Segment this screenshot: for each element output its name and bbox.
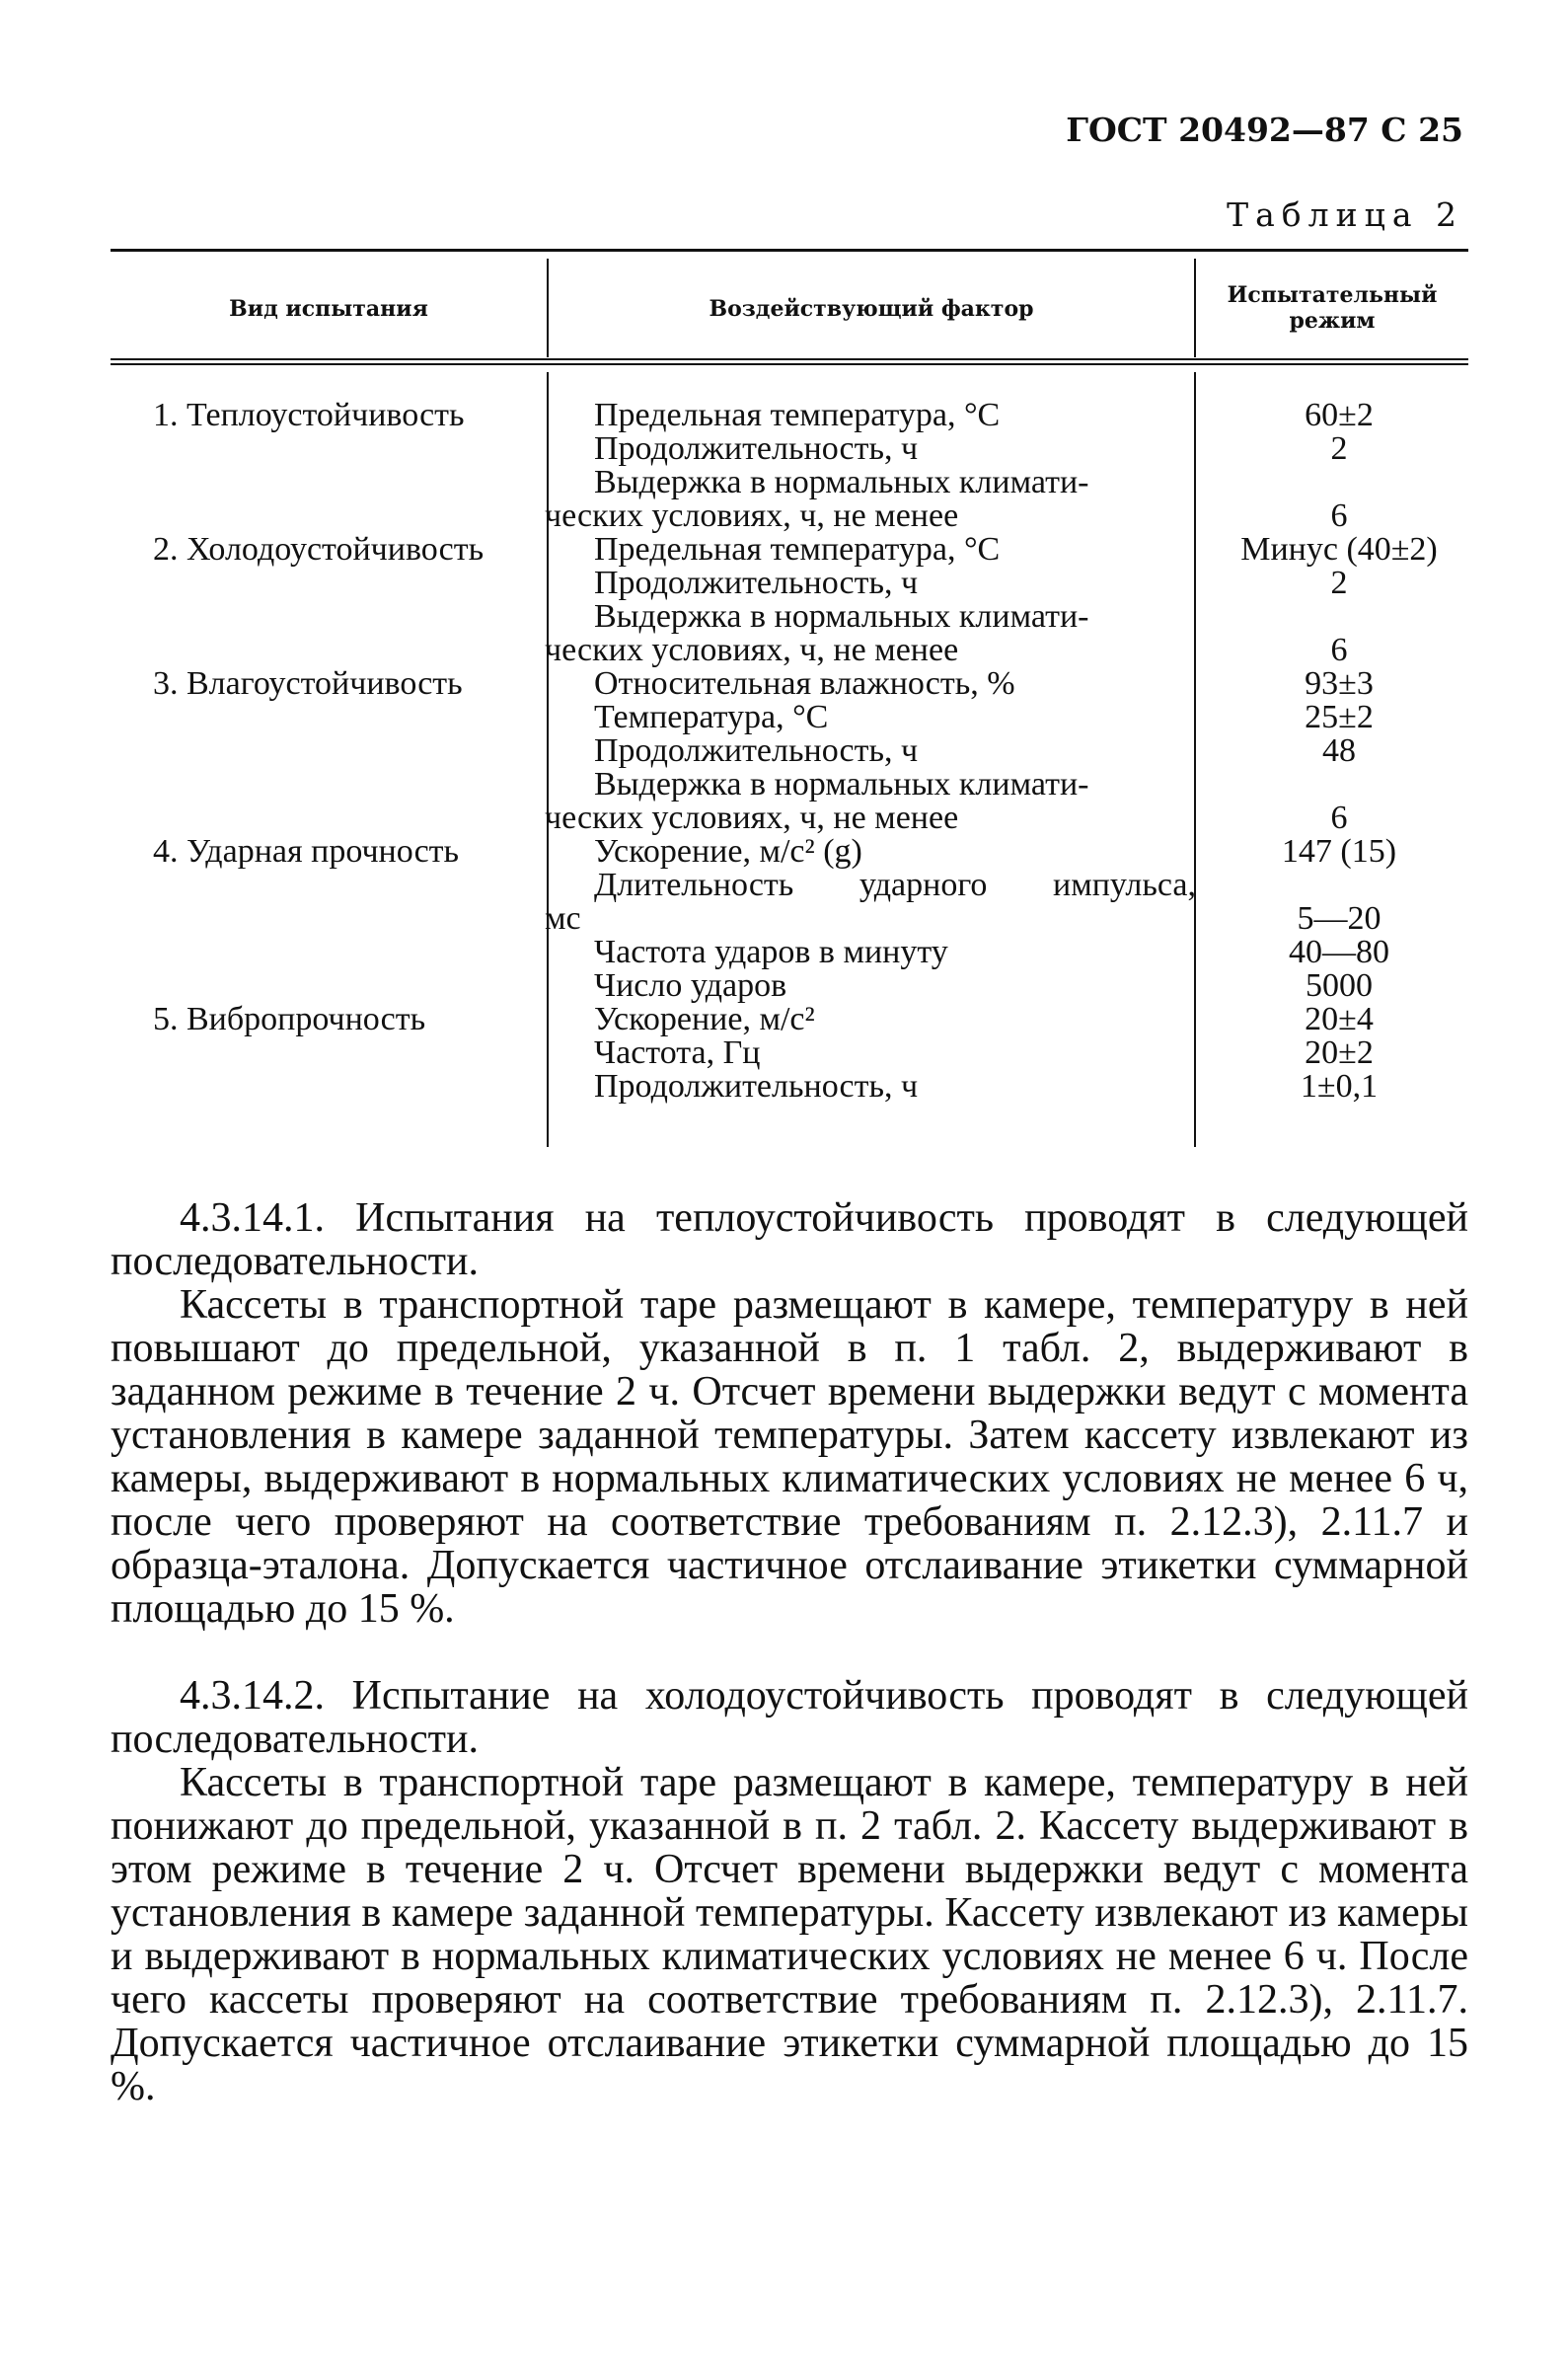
row-15-mode: 5—20: [1297, 900, 1381, 937]
header-test-type: Вид испытания: [229, 296, 428, 322]
row-17-factor: Число ударов: [594, 967, 787, 1004]
row-8-mode: 93±3: [1305, 665, 1374, 702]
row-4-test: 2. Холодоустойчивость: [153, 531, 485, 568]
row-9-mode: 25±2: [1305, 699, 1374, 735]
row-4-factor: Предельная температура, °С: [594, 531, 1001, 568]
row-16-mode: 40—80: [1289, 934, 1389, 970]
header-factor: Воздействующий фактор: [709, 296, 1034, 322]
row-13-mode: 147 (15): [1281, 833, 1397, 870]
row-8-factor: Относительная влажность, %: [594, 665, 1015, 702]
row-16-factor: Частота ударов в минуту: [594, 934, 948, 970]
row-18-mode: 20±4: [1305, 1001, 1374, 1037]
row-12-mode: 6: [1330, 800, 1348, 836]
paragraph-4-3-14-2-heading: 4.3.14.2. Испытание на холодоустойчивость проводят в следующей последовательности.: [111, 1673, 1468, 1762]
row-0-test: 1. Теплоустойчивость: [153, 397, 465, 433]
table-title: Таблица 2: [1227, 195, 1463, 234]
page-header: ГОСТ 20492—87 С 25: [1066, 111, 1463, 149]
row-18-factor: Ускорение, м/с²: [594, 1001, 815, 1037]
row-13-test: 4. Ударная прочность: [153, 833, 460, 870]
header-mode-line2: режим: [1289, 308, 1376, 334]
row-13-factor: Ускорение, м/с² (g): [594, 833, 862, 870]
row-1-mode: 2: [1330, 430, 1348, 467]
row-14-factor: Длительность ударного импульса,: [594, 867, 1196, 903]
row-17-mode: 5000: [1306, 967, 1373, 1004]
row-12-factor: ческих условиях, ч, не менее: [545, 800, 959, 836]
header-mode-line1: Испытательный: [1227, 282, 1438, 308]
table-top-rule: [111, 249, 1468, 252]
row-3-mode: 6: [1330, 497, 1348, 534]
paragraph-heat-test-body: Кассеты в транспортной таре размещают в камере, температуру в ней повышают до предельной, указанной в п. 1 табл. 2, выдерживают в заданном режиме в течение 2 ч. Отсчет времени выдержки ведут с момента установления в камере заданной температуры. Затем кассету извлекают из камеры, выдерживают в нормальных климатических условиях не менее 6 ч, после чего проверяют на соответствие требованиям п. 2.12.3), 2.11.7 и образца-эталона. Допускается частичное отслаивание этикетки суммарной площадью до 15 %.: [111, 1282, 1468, 1632]
row-10-mode: 48: [1322, 732, 1356, 769]
row-18-test: 5. Вибропрочность: [153, 1001, 426, 1037]
row-19-factor: Частота, Гц: [594, 1034, 761, 1071]
table-header-rule-2: [111, 363, 1468, 365]
row-19-mode: 20±2: [1305, 1034, 1374, 1071]
table-header-rule: [111, 358, 1468, 360]
row-11-factor: Выдержка в нормальных климати-: [594, 766, 1089, 803]
row-6-factor: Выдержка в нормальных климати-: [594, 598, 1089, 635]
row-5-mode: 2: [1330, 565, 1348, 601]
row-2-factor: Выдержка в нормальных климати-: [594, 464, 1089, 500]
row-20-mode: 1±0,1: [1300, 1068, 1379, 1105]
paragraph-cold-test-body: Кассеты в транспортной таре размещают в камере, температуру в ней понижают до предельной, указанной в п. 2 табл. 2. Кассету выдерживают в этом режиме в течение 2 ч. Отсчет времени выдержки ведут с момента установления в камере заданной температуры. Кассету извлекают из камеры и выдерживают в нормальных климатических условиях не менее 6 ч. После чего кассеты проверяют на соответствие требованиям п. 2.12.3), 2.11.7. Допускается частичное отслаивание этикетки суммарной площадью до 15 %.: [111, 1760, 1468, 2109]
row-7-factor: ческих условиях, ч, не менее: [545, 632, 959, 668]
row-8-test: 3. Влагоустойчивость: [153, 665, 463, 702]
row-5-factor: Продолжительность, ч: [594, 565, 919, 601]
table-col-divider-2-body: [1194, 372, 1196, 1147]
table-2: [111, 249, 1468, 1149]
paragraph-4-3-14-1-heading: 4.3.14.1. Испытания на теплоустойчивость проводят в следующей последовательности.: [111, 1195, 1468, 1284]
row-15-factor: мс: [545, 900, 581, 937]
row-9-factor: Температура, °С: [594, 699, 829, 735]
row-10-factor: Продолжительность, ч: [594, 732, 919, 769]
row-4-mode: Минус (40±2): [1240, 531, 1438, 568]
row-0-mode: 60±2: [1305, 397, 1374, 433]
row-0-factor: Предельная температура, °С: [594, 397, 1001, 433]
row-7-mode: 6: [1330, 632, 1348, 668]
row-3-factor: ческих условиях, ч, не менее: [545, 497, 959, 534]
row-1-factor: Продолжительность, ч: [594, 430, 919, 467]
row-20-factor: Продолжительность, ч: [594, 1068, 919, 1105]
table-col-divider-1-body: [547, 372, 549, 1147]
